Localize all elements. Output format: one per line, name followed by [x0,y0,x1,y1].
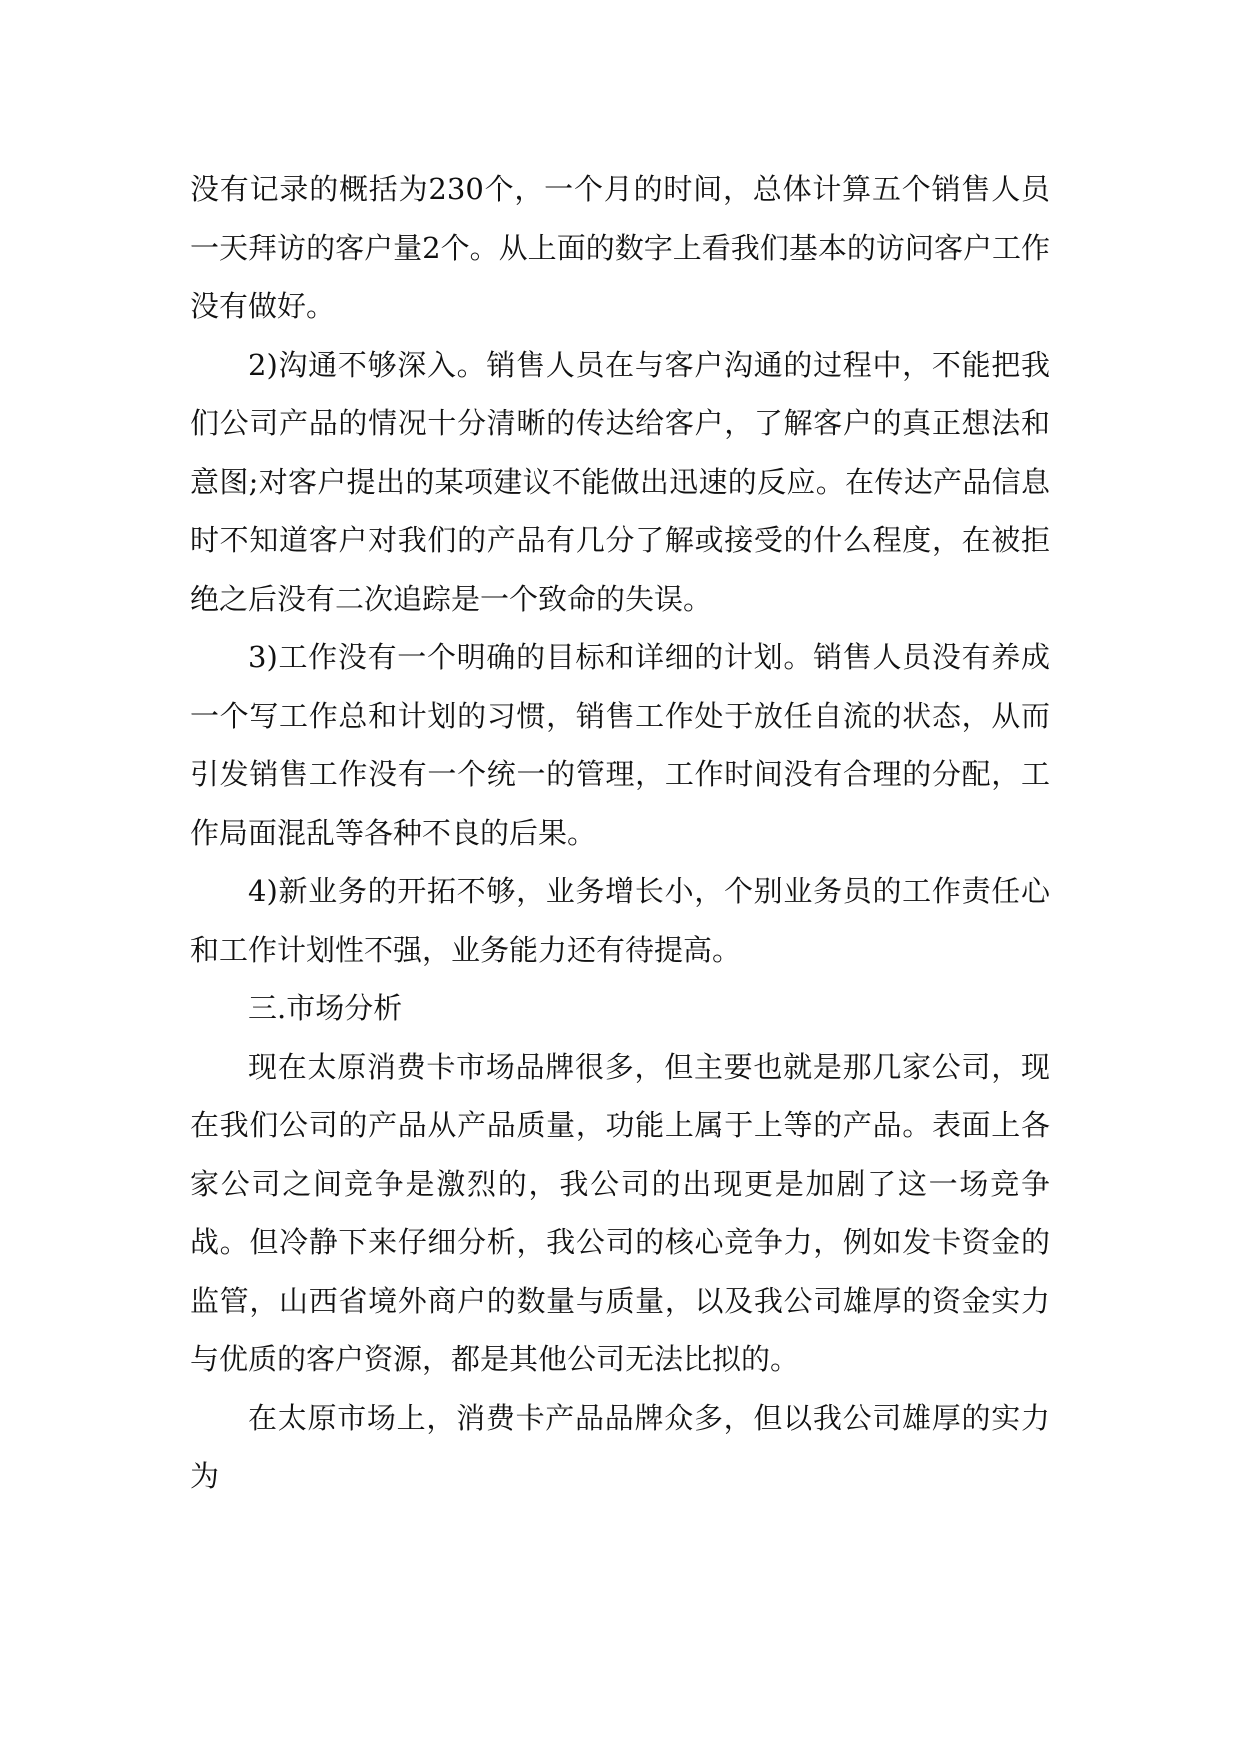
paragraph-taiyuan-market: 在太原市场上，消费卡产品品牌众多，但以我公司雄厚的实力为 [190,1400,1050,1493]
section-heading-market-analysis: 三.市场分析 [248,991,403,1025]
paragraph-planning: 3)工作没有一个明确的目标和详细的计划。销售人员没有养成一个写工作总和计划的习惯，销售工作处于放任自流的状态，从而引发销售工作没有一个统一的管理，工作时间没有合理的分配，工作局面混乱等各种不良的后果。 [190,640,1050,850]
paragraph-new-business: 4)新业务的开拓不够，业务增长小，个别业务员的工作责任心和工作计划性不强，业务能力还有待提高。 [190,874,1050,967]
document-body [190,160,1050,1506]
paragraph-visit-summary: 没有记录的概括为230个，一个月的时间，总体计算五个销售人员一天拜访的客户量2个。从上面的数字上看我们基本的访问客户工作没有做好。 [190,172,1050,323]
paragraph-communication: 2)沟通不够深入。销售人员在与客户沟通的过程中，不能把我们公司产品的情况十分清晰的传达给客户，了解客户的真正想法和意图;对客户提出的某项建议不能做出迅速的反应。在传达产品信息时不知道客户对我们的产品有几分了解或接受的什么程度，在被拒绝之后没有二次追踪是一个致命的失误。 [190,347,1050,616]
paragraph-market-overview: 现在太原消费卡市场品牌很多，但主要也就是那几家公司，现在我们公司的产品从产品质量，功能上属于上等的产品。表面上各家公司之间竞争是激烈的，我公司的出现更是加剧了这一场竞争战。但冷静下来仔细分析，我公司的核心竞争力，例如发卡资金的监管，山西省境外商户的数量与质量，以及我公司雄厚的资金实力与优质的客户资源，都是其他公司无法比拟的。 [190,1049,1050,1376]
